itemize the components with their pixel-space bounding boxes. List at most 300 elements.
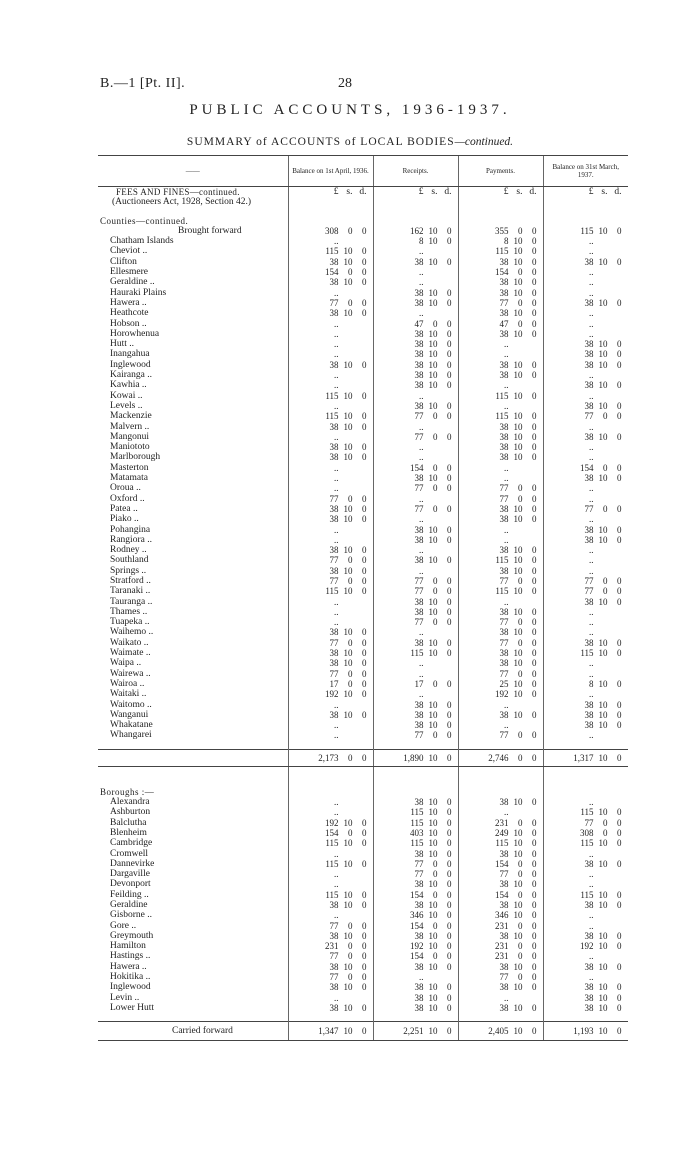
balance-end-amount	[544, 555, 629, 565]
pounds: ..	[589, 514, 594, 525]
pounds: 115	[410, 838, 424, 849]
shillings: 10	[343, 565, 353, 576]
payments-amount	[459, 617, 543, 627]
balance-start-amount	[289, 679, 373, 689]
shillings	[339, 617, 353, 627]
pence: 0	[532, 359, 537, 370]
pounds: 38	[499, 545, 509, 556]
shillings: 10	[598, 297, 608, 308]
pounds: ..	[419, 514, 424, 525]
shillings	[339, 910, 353, 920]
pounds: 115	[410, 648, 424, 659]
balance-end-amount	[544, 828, 629, 838]
balance-start-amount	[289, 463, 373, 473]
shillings: 10	[343, 359, 353, 370]
balance-start-amount	[289, 411, 373, 421]
pounds: 192	[495, 689, 509, 700]
balance-start-amount	[289, 329, 373, 339]
pounds: 38	[414, 879, 424, 890]
pounds: ..	[589, 277, 594, 288]
receipts-amount	[374, 483, 458, 493]
pence: 0	[447, 617, 452, 628]
pounds: ..	[589, 879, 594, 890]
pence: 0	[362, 452, 367, 463]
pence: 0	[362, 941, 367, 952]
pence: 0	[447, 236, 452, 247]
pounds: 38	[414, 473, 424, 484]
shillings	[509, 463, 523, 473]
pence: 0	[532, 287, 537, 298]
pounds: 38	[584, 982, 594, 993]
balance-end-amount	[544, 658, 629, 668]
shillings: 10	[598, 637, 608, 648]
balance-end-amount	[544, 669, 629, 679]
balance-start-amount	[289, 730, 373, 740]
shillings: 10	[598, 961, 608, 972]
shillings: 10	[343, 930, 353, 941]
shillings: 0	[433, 411, 438, 422]
receipts-amount	[374, 910, 458, 920]
pence: 0	[362, 442, 367, 453]
shillings: 10	[513, 236, 523, 247]
table-row	[98, 828, 628, 838]
pence	[608, 545, 622, 555]
pounds: ..	[334, 879, 339, 890]
balance-end-amount	[544, 818, 629, 828]
shillings	[424, 669, 438, 679]
shillings: 0	[603, 411, 608, 422]
pence	[438, 494, 452, 504]
shillings: 0	[433, 617, 438, 628]
pounds: 154	[410, 920, 424, 931]
table-row	[98, 849, 628, 859]
pence: 0	[447, 930, 452, 941]
pounds: ..	[334, 462, 339, 473]
pence: 0	[362, 555, 367, 566]
balance-end-amount	[544, 257, 629, 267]
shillings: 10	[513, 879, 523, 890]
col-header-balance-end: Balance on 31st March, 1937.	[543, 156, 628, 187]
balance-end-amount	[544, 679, 629, 689]
shillings: 10	[598, 982, 608, 993]
payments-amount	[459, 669, 543, 679]
shillings: 10	[428, 380, 438, 391]
shillings	[509, 380, 523, 390]
table-row	[98, 422, 628, 432]
pound-sign: £	[503, 187, 509, 197]
balance-end-amount	[544, 514, 629, 524]
pence: 0	[617, 1002, 622, 1013]
pence: 0	[362, 858, 367, 869]
pounds: 308	[580, 827, 594, 838]
balance-start-amount	[289, 890, 373, 900]
pence: 0	[362, 545, 367, 556]
pounds: ..	[334, 236, 339, 247]
document-reference: B.—1 [Pt. II].	[100, 76, 186, 91]
pence: 0	[362, 900, 367, 910]
pounds: ..	[504, 807, 509, 818]
pence	[438, 246, 452, 256]
shillings	[594, 951, 608, 961]
pence: 0	[617, 807, 622, 818]
pence: 0	[532, 951, 537, 962]
table-row	[98, 329, 628, 339]
pence: 0	[617, 699, 622, 710]
table-row	[98, 267, 628, 277]
shillings	[339, 473, 353, 483]
table-row	[98, 370, 628, 380]
balance-start-amount	[289, 442, 373, 452]
pence: 0	[447, 838, 452, 849]
shillings	[594, 879, 608, 889]
balance-end-amount	[544, 962, 629, 972]
pence: 0	[362, 514, 367, 525]
payments-amount	[459, 962, 543, 972]
payments-amount	[459, 257, 543, 267]
pounds: 77	[499, 972, 509, 983]
shillings: 0	[518, 575, 523, 586]
shillings: 10	[343, 514, 353, 525]
pounds: 38	[414, 359, 424, 370]
pence: 0	[447, 297, 452, 308]
table-row	[98, 689, 628, 699]
pence: 0	[532, 1026, 537, 1037]
shillings: 0	[518, 318, 523, 329]
shillings	[594, 627, 608, 637]
borough-name: Geraldine	[110, 900, 148, 910]
pounds: ..	[589, 452, 594, 463]
pence	[438, 452, 452, 462]
pence: 0	[447, 992, 452, 1003]
balance-start-amount	[289, 504, 373, 514]
pounds: 38	[414, 992, 424, 1003]
payments-amount	[459, 807, 543, 817]
pence	[353, 380, 367, 390]
receipts-amount	[374, 818, 458, 828]
pounds: 38	[414, 256, 424, 267]
shillings: 0	[603, 827, 608, 838]
pounds: 38	[584, 339, 594, 350]
pence: 0	[447, 961, 452, 972]
payments-amount	[459, 910, 543, 920]
receipts-amount	[374, 504, 458, 514]
pence: 0	[447, 318, 452, 329]
table-row	[98, 452, 628, 462]
payments-amount	[459, 288, 543, 298]
shillings-label: s.	[601, 187, 608, 197]
balance-start-amount	[289, 452, 373, 462]
county-name: Chatham Islands	[110, 236, 174, 247]
pounds: ..	[419, 421, 424, 432]
pence: 0	[532, 930, 537, 941]
pounds: 38	[414, 961, 424, 972]
pence	[608, 288, 622, 298]
receipts-amount	[374, 432, 458, 442]
county-name: Piako ..	[110, 514, 139, 525]
county-name: Kowai ..	[110, 390, 143, 401]
pounds: 38	[584, 1002, 594, 1013]
pence: 0	[447, 411, 452, 422]
balance-start-amount	[289, 349, 373, 359]
pence: 0	[532, 277, 537, 288]
county-name: Oxford ..	[110, 493, 145, 504]
pence	[523, 380, 537, 390]
pounds: ..	[504, 339, 509, 350]
table-row	[98, 277, 628, 287]
payments-amount	[459, 689, 543, 699]
pounds: ..	[334, 473, 339, 484]
pence: 0	[617, 992, 622, 1003]
shillings	[339, 380, 353, 390]
pounds: 192	[410, 941, 424, 952]
payments-amount	[459, 931, 543, 941]
pounds: 17	[329, 678, 339, 689]
county-name: Waipa ..	[110, 658, 142, 669]
pounds: 38	[329, 900, 339, 910]
table-row	[98, 648, 628, 658]
pounds: 115	[495, 390, 509, 401]
shillings: 10	[343, 689, 353, 700]
shillings: 10	[343, 627, 353, 638]
pounds: 38	[499, 308, 509, 319]
balance-start-amount	[289, 962, 373, 972]
counties-total-row	[98, 749, 628, 766]
receipts-amount	[374, 267, 458, 277]
pence: 0	[532, 442, 537, 453]
pence	[608, 391, 622, 401]
table-row	[98, 236, 628, 246]
pounds: 38	[329, 709, 339, 720]
pence: 0	[617, 941, 622, 952]
pence: 0	[447, 848, 452, 859]
payments-amount	[459, 483, 543, 493]
balance-end-amount	[544, 288, 629, 298]
balance-end-amount	[544, 545, 629, 555]
receipts-amount	[374, 277, 458, 287]
table-row	[98, 349, 628, 359]
pounds: 38	[499, 442, 509, 453]
table-row	[98, 859, 628, 869]
shillings	[594, 422, 608, 432]
table-row	[98, 921, 628, 931]
balance-end-amount	[544, 607, 629, 617]
pounds: 249	[495, 827, 509, 838]
pounds: 38	[584, 473, 594, 484]
balance-end-amount	[544, 700, 629, 710]
pence	[438, 514, 452, 524]
shillings	[594, 277, 608, 287]
balance-start-amount	[289, 226, 373, 236]
pounds: 77	[584, 503, 594, 514]
pence	[353, 879, 367, 889]
pence-label: d.	[529, 187, 537, 197]
pence: 0	[532, 658, 537, 669]
shillings: 10	[428, 720, 438, 731]
balance-start-amount	[289, 607, 373, 617]
shillings: 10	[513, 797, 523, 808]
pounds: 38	[499, 431, 509, 442]
payments-amount	[459, 869, 543, 879]
payments-amount	[459, 452, 543, 462]
county-name: Maniototo	[110, 442, 150, 453]
unit-labels	[459, 187, 543, 197]
balance-end-amount	[544, 535, 629, 545]
table-row	[98, 319, 628, 329]
pounds: 38	[329, 982, 339, 993]
shillings	[424, 494, 438, 504]
pence: 0	[617, 838, 622, 849]
balance-end-amount	[544, 586, 629, 596]
table-row	[98, 951, 628, 961]
borough-name: Alexandra	[110, 797, 150, 808]
pounds: 38	[329, 1002, 339, 1013]
pence: 0	[532, 941, 537, 952]
receipts-amount	[374, 807, 458, 817]
pence: 0	[532, 678, 537, 689]
shillings: 0	[433, 869, 438, 880]
balance-end-amount	[544, 411, 629, 421]
balance-end-amount	[544, 993, 629, 1003]
table-row	[98, 504, 628, 514]
shillings	[339, 483, 353, 493]
shillings: 10	[598, 225, 608, 236]
pence: 0	[532, 920, 537, 931]
shillings	[509, 807, 523, 817]
pounds: 38	[414, 797, 424, 808]
pence	[438, 658, 452, 668]
pounds: ..	[589, 442, 594, 453]
pence: 0	[532, 627, 537, 638]
shillings: 10	[598, 752, 608, 763]
pounds: 115	[495, 838, 509, 849]
shillings: 10	[513, 555, 523, 566]
balance-start-amount	[289, 972, 373, 982]
shillings: 10	[513, 256, 523, 267]
balance-start-amount	[289, 380, 373, 390]
balance-end-amount	[544, 597, 629, 607]
pounds: 38	[499, 982, 509, 993]
table-row	[98, 807, 628, 817]
receipts-amount	[374, 638, 458, 648]
county-name: Mackenzie	[110, 411, 152, 422]
pence: 0	[617, 431, 622, 442]
pounds: 38	[414, 400, 424, 411]
pounds: ..	[504, 400, 509, 411]
pence: 0	[532, 308, 537, 319]
shillings: 10	[343, 256, 353, 267]
pounds: ..	[419, 308, 424, 319]
pounds: 38	[499, 961, 509, 972]
pounds: 77	[414, 411, 424, 422]
shillings: 10	[428, 648, 438, 659]
pence: 0	[362, 838, 367, 849]
payments-amount	[459, 828, 543, 838]
county-name: Tauranga ..	[110, 596, 153, 607]
receipts-amount	[374, 545, 458, 555]
balance-start-amount	[289, 422, 373, 432]
pence: 0	[447, 1002, 452, 1013]
pounds: ..	[419, 668, 424, 679]
payments-amount	[459, 941, 543, 951]
shillings	[424, 658, 438, 668]
pence	[523, 401, 537, 411]
shillings: 0	[518, 267, 523, 278]
shillings: 10	[428, 838, 438, 849]
pounds: 38	[499, 900, 509, 910]
shillings: 0	[348, 225, 353, 236]
shillings: 10	[598, 349, 608, 360]
pence: 0	[532, 838, 537, 849]
shillings	[424, 308, 438, 318]
shillings: 10	[598, 596, 608, 607]
shillings: 10	[428, 807, 438, 818]
pence	[523, 463, 537, 473]
pounds: ..	[589, 287, 594, 298]
payments-amount	[459, 1026, 543, 1036]
pounds: 47	[414, 318, 424, 329]
pounds: ..	[334, 328, 339, 339]
pounds: 115	[410, 817, 424, 828]
shillings: 0	[348, 827, 353, 838]
shillings	[509, 993, 523, 1003]
pence: 0	[447, 380, 452, 391]
pence: 0	[532, 617, 537, 628]
pence: 0	[617, 575, 622, 586]
shillings: 10	[428, 236, 438, 247]
col-header-balance-start: Balance on 1st April, 1936.	[288, 156, 373, 187]
shillings: 0	[518, 730, 523, 741]
pence-label: d.	[614, 187, 622, 197]
table-row	[98, 442, 628, 452]
shillings-label: s.	[516, 187, 523, 197]
balance-start-amount	[289, 951, 373, 961]
pounds: ..	[589, 545, 594, 556]
borough-name: Dannevirke	[110, 858, 155, 869]
pounds: ..	[334, 534, 339, 545]
pounds: ..	[504, 699, 509, 710]
county-name: Wairoa ..	[110, 678, 145, 689]
pence	[523, 473, 537, 483]
shillings: 10	[513, 982, 523, 993]
pence	[608, 669, 622, 679]
pounds: ..	[589, 797, 594, 808]
pounds: 115	[325, 411, 339, 422]
shillings	[339, 869, 353, 879]
shillings: 10	[598, 256, 608, 267]
pounds: 115	[580, 807, 594, 818]
shillings	[594, 514, 608, 524]
shillings	[509, 339, 523, 349]
pence	[608, 555, 622, 565]
shillings: 0	[518, 637, 523, 648]
shillings	[339, 329, 353, 339]
pounds: 38	[414, 1002, 424, 1013]
balance-start-amount	[289, 246, 373, 256]
pounds: 77	[499, 493, 509, 504]
balance-start-amount	[289, 401, 373, 411]
table-row	[98, 869, 628, 879]
balance-end-amount	[544, 267, 629, 277]
pence: 0	[362, 972, 367, 983]
payments-amount	[459, 329, 543, 339]
shillings: 10	[343, 1002, 353, 1013]
shillings	[594, 545, 608, 555]
pence	[608, 689, 622, 699]
receipts-amount	[374, 586, 458, 596]
balance-end-amount	[544, 370, 629, 380]
county-name: Kawhia ..	[110, 380, 147, 391]
shillings	[594, 617, 608, 627]
